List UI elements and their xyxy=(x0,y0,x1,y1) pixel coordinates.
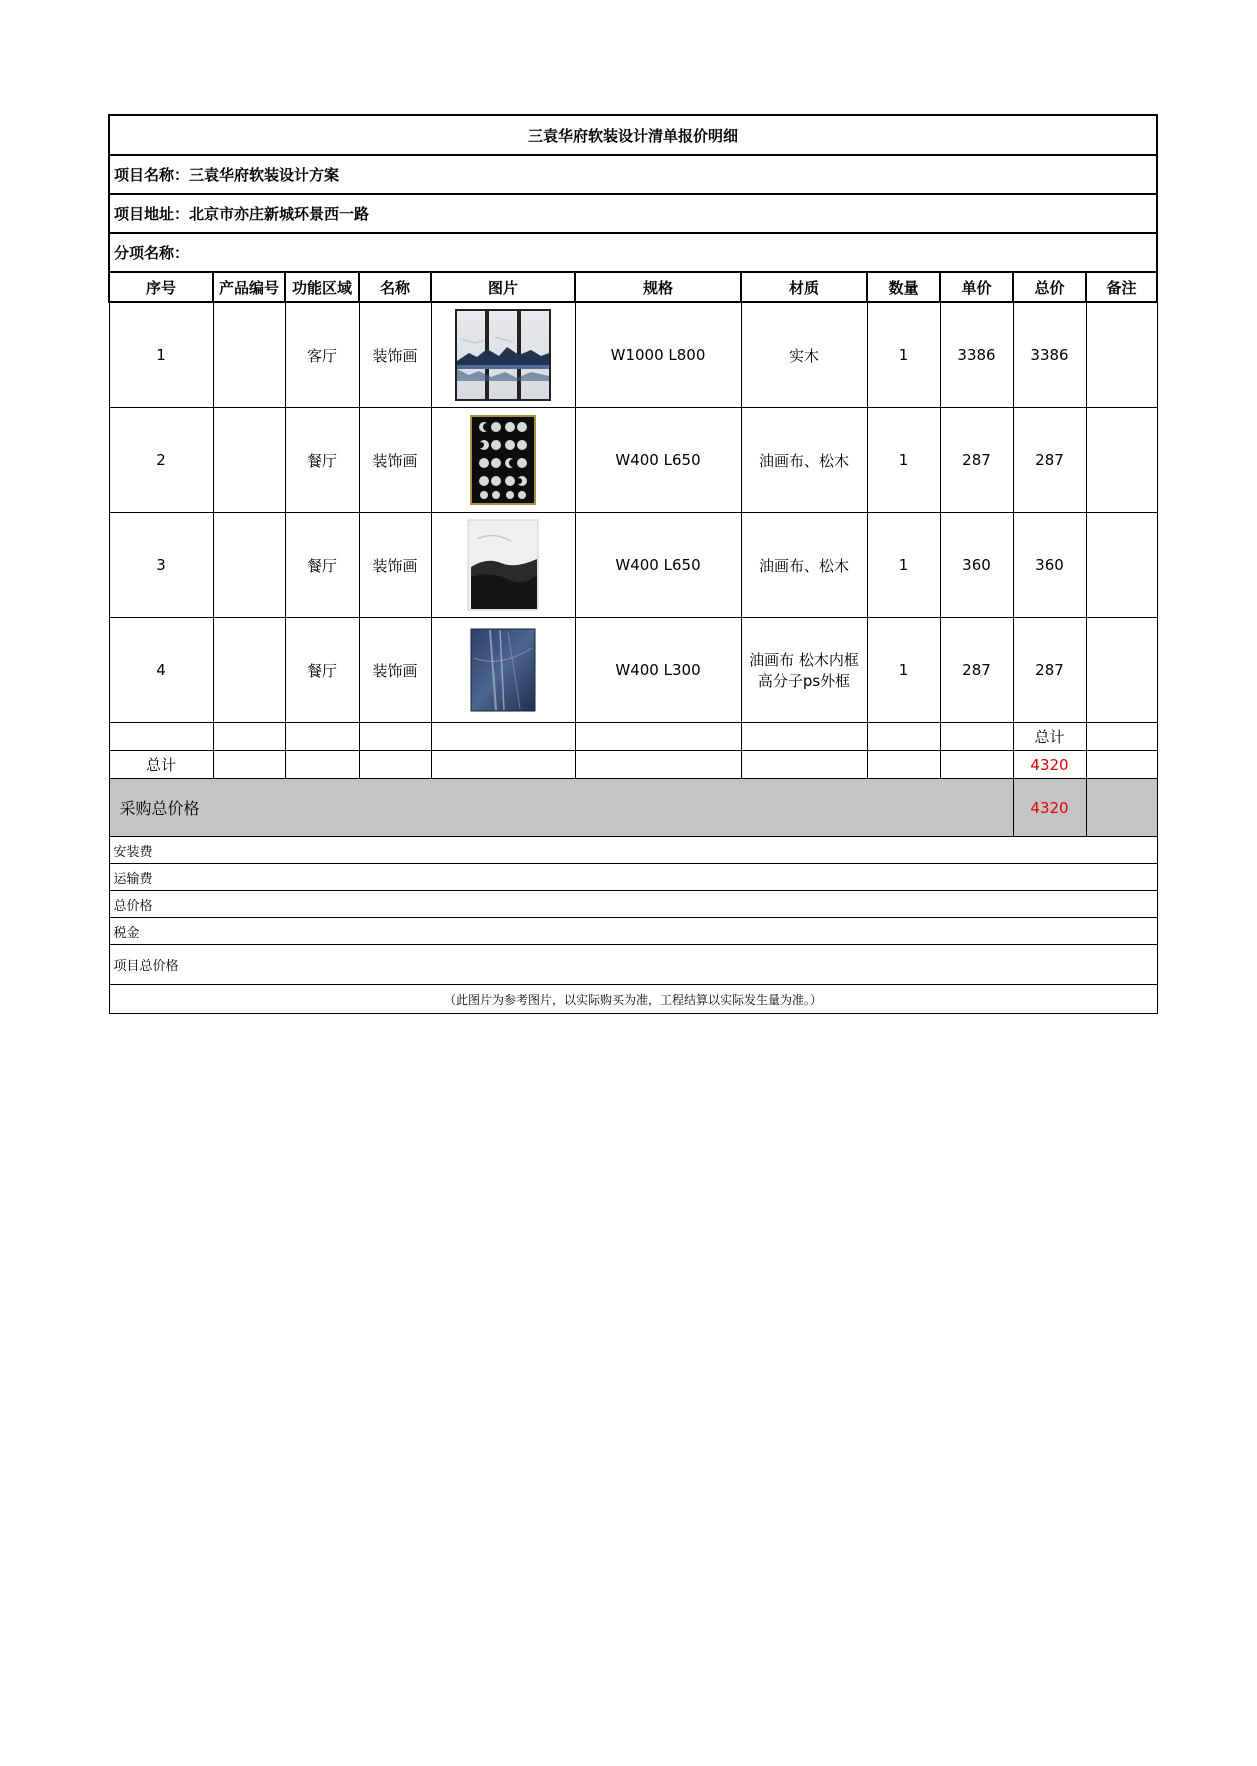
cell-qty: 1 xyxy=(867,408,940,513)
cell-spec: W400 L650 xyxy=(575,513,741,618)
cell-remark xyxy=(1086,408,1157,513)
moon-phases-painting-image xyxy=(470,415,536,505)
footnote: （此图片为参考图片，以实际购买为准，工程结算以实际发生量为准。） xyxy=(109,985,1157,1014)
col-header-area: 功能区域 xyxy=(285,272,359,302)
cell-no: 4 xyxy=(109,618,213,723)
subtotal-label-row xyxy=(109,723,1157,751)
table-row xyxy=(109,513,1157,618)
quotation-table xyxy=(108,114,1158,1014)
col-header-no: 序号 xyxy=(109,272,213,302)
col-header-name: 名称 xyxy=(359,272,431,302)
cell-image xyxy=(431,302,575,408)
installation-fee-label: 安装费 xyxy=(109,837,1157,864)
cell-unit-price: 287 xyxy=(940,408,1013,513)
cell-unit-price: 360 xyxy=(940,513,1013,618)
cell-spec: W1000 L800 xyxy=(575,302,741,408)
cell-total: 287 xyxy=(1013,618,1086,723)
cell-code xyxy=(213,513,285,618)
cell-spec: W400 L300 xyxy=(575,618,741,723)
col-header-qty: 数量 xyxy=(867,272,940,302)
cell-name: 装饰画 xyxy=(359,408,431,513)
cell-name: 装饰画 xyxy=(359,302,431,408)
col-header-unit-price: 单价 xyxy=(940,272,1013,302)
cell-remark xyxy=(1086,513,1157,618)
cell-no: 3 xyxy=(109,513,213,618)
material-line-2: 高分子ps外框 xyxy=(757,672,851,690)
material-line-1: 油画布 松木内框 xyxy=(749,651,859,669)
cell-no: 2 xyxy=(109,408,213,513)
cell-remark xyxy=(1086,618,1157,723)
purchase-total-value: 4320 xyxy=(1013,779,1086,837)
sum-label: 总计 xyxy=(109,751,213,779)
cell-qty: 1 xyxy=(867,513,940,618)
cell-material: 油画布、松木 xyxy=(741,513,867,618)
cell-qty: 1 xyxy=(867,618,940,723)
cell-image xyxy=(431,513,575,618)
subtotal-label: 总计 xyxy=(1013,723,1086,751)
project-total-label: 项目总价格 xyxy=(109,945,1157,985)
triptych-landscape-painting-image xyxy=(455,309,551,401)
cell-image xyxy=(431,618,575,723)
col-header-image: 图片 xyxy=(431,272,575,302)
cell-remark xyxy=(1086,302,1157,408)
table-row xyxy=(109,408,1157,513)
cell-area: 餐厅 xyxy=(285,513,359,618)
col-header-spec: 规格 xyxy=(575,272,741,302)
sum-row xyxy=(109,751,1157,779)
cell-total: 3386 xyxy=(1013,302,1086,408)
cell-material: 实木 xyxy=(741,302,867,408)
blue-abstract-painting-image xyxy=(470,628,536,712)
sum-value: 4320 xyxy=(1013,751,1086,779)
cell-code xyxy=(213,302,285,408)
cell-code xyxy=(213,408,285,513)
col-header-material: 材质 xyxy=(741,272,867,302)
shipping-fee-label: 运输费 xyxy=(109,864,1157,891)
cell-unit-price: 3386 xyxy=(940,302,1013,408)
col-header-total: 总价 xyxy=(1013,272,1086,302)
table-header xyxy=(109,272,1157,302)
col-header-remark: 备注 xyxy=(1086,272,1157,302)
cell-unit-price: 287 xyxy=(940,618,1013,723)
cell-no: 1 xyxy=(109,302,213,408)
cell-total: 360 xyxy=(1013,513,1086,618)
sheet-title: 三袁华府软装设计清单报价明细 xyxy=(109,115,1157,155)
table-row xyxy=(109,618,1157,723)
cell-material: 油画布、松木 xyxy=(741,408,867,513)
cell-image xyxy=(431,408,575,513)
cell-qty: 1 xyxy=(867,302,940,408)
col-header-code: 产品编号 xyxy=(213,272,285,302)
cell-material xyxy=(741,618,867,723)
cell-total: 287 xyxy=(1013,408,1086,513)
project-address: 项目地址：北京市亦庄新城环景西一路 xyxy=(109,194,1157,233)
project-name: 项目名称：三袁华府软装设计方案 xyxy=(109,155,1157,194)
cell-code xyxy=(213,618,285,723)
purchase-total-label: 采购总价格 xyxy=(109,779,1013,837)
cell-name: 装饰画 xyxy=(359,513,431,618)
cell-spec: W400 L650 xyxy=(575,408,741,513)
total-price-label: 总价格 xyxy=(109,891,1157,918)
cell-area: 客厅 xyxy=(285,302,359,408)
cell-area: 餐厅 xyxy=(285,618,359,723)
purchase-total-row xyxy=(109,779,1157,837)
ink-mountain-painting-image xyxy=(467,519,539,611)
quotation-sheet xyxy=(108,114,1156,1014)
table-row xyxy=(109,302,1157,408)
cell-name: 装饰画 xyxy=(359,618,431,723)
sub-item-name: 分项名称： xyxy=(109,233,1157,272)
cell-area: 餐厅 xyxy=(285,408,359,513)
tax-label: 税金 xyxy=(109,918,1157,945)
